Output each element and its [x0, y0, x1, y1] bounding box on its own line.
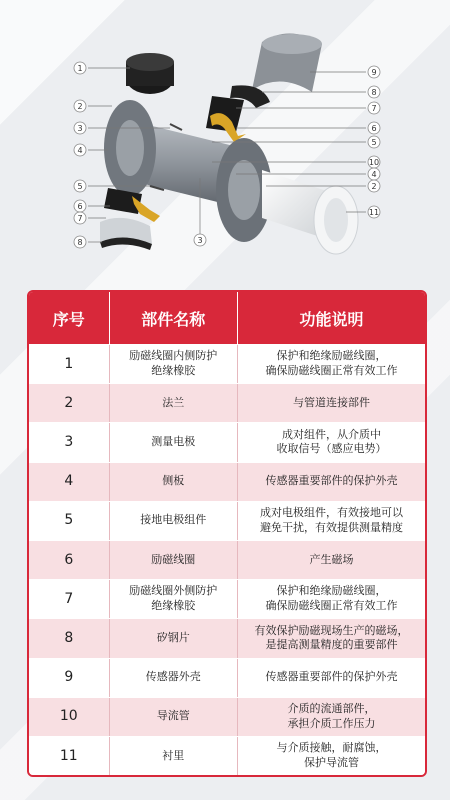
- part-8-silicon-steel-lower: [100, 218, 152, 250]
- table-header: [29, 292, 425, 344]
- row-part-name: 矽钢片: [156, 630, 190, 644]
- row-part-name: 励磁线圈内侧防护 绝缘橡胶: [129, 349, 218, 378]
- callout-9: [368, 66, 380, 78]
- row-function-cell: [238, 345, 425, 383]
- row-number: 10: [59, 708, 78, 725]
- row-number-cell: [29, 619, 110, 657]
- svg-text:7: 7: [371, 104, 377, 113]
- svg-text:2: 2: [77, 102, 83, 111]
- table-row: [29, 618, 425, 657]
- row-part-name: 侧板: [162, 474, 185, 488]
- svg-text:10: 10: [368, 158, 380, 167]
- callout-7: [74, 212, 86, 224]
- callout-11: [368, 206, 380, 218]
- svg-text:6: 6: [371, 124, 377, 133]
- svg-text:5: 5: [77, 182, 83, 191]
- header-part-name: 部件名称: [110, 292, 238, 344]
- svg-text:2: 2: [371, 182, 377, 191]
- callout-3: [74, 122, 86, 134]
- row-number: 9: [64, 669, 74, 686]
- svg-text:7: 7: [77, 214, 83, 223]
- svg-text:1: 1: [77, 64, 83, 73]
- part-9-sensor-shell: [252, 33, 322, 92]
- row-number-cell: [29, 698, 110, 736]
- callout-5: [74, 180, 86, 192]
- callout-8: [74, 236, 86, 248]
- svg-text:8: 8: [371, 88, 377, 97]
- row-function-cell: [238, 698, 425, 736]
- svg-text:3: 3: [77, 124, 83, 133]
- row-part-name: 励磁线圈: [151, 552, 196, 566]
- exploded-flowmeter-diagram: [0, 0, 450, 290]
- row-function-cell: [238, 541, 425, 579]
- row-function-cell: [238, 580, 425, 618]
- callout-6-right: [368, 122, 380, 134]
- part-3-electrode-upper: [170, 124, 182, 130]
- row-part-name-cell: [110, 345, 238, 383]
- callout-3-bottom: [194, 234, 206, 246]
- row-number-cell: [29, 345, 110, 383]
- row-part-name-cell: [110, 580, 238, 618]
- row-part-name-cell: [110, 384, 238, 422]
- part-1-inner-rubber: [126, 53, 174, 94]
- callout-8-right: [368, 86, 380, 98]
- callout-10: [368, 156, 380, 168]
- row-number-cell: [29, 463, 110, 501]
- part-2-flange-left: [104, 100, 156, 196]
- table-row: [29, 579, 425, 618]
- row-number: 7: [64, 590, 74, 607]
- row-number: 4: [64, 473, 74, 490]
- row-function-cell: [238, 737, 425, 775]
- svg-text:8: 8: [77, 238, 83, 247]
- row-function: 介质的流通部件， 承担介质工作压力: [287, 701, 376, 730]
- svg-text:3: 3: [197, 236, 203, 245]
- row-function: 产生磁场: [309, 552, 354, 566]
- row-part-name-cell: [110, 659, 238, 697]
- row-part-name: 测量电极: [151, 435, 196, 449]
- header-serial: 序号: [29, 292, 110, 344]
- row-part-name-cell: [110, 619, 238, 657]
- row-function: 成对电极组件，有效接地可以 避免干扰，有效提供测量精度: [259, 506, 403, 534]
- row-function-cell: [238, 423, 425, 461]
- table-row: [29, 462, 425, 501]
- callout-1: [74, 62, 86, 74]
- row-function: 与介质接触，耐腐蚀， 保护导流管: [276, 741, 387, 769]
- header-function: 功能说明: [299, 309, 364, 329]
- row-number-cell: [29, 580, 110, 618]
- row-function: 有效保护励磁现场生产的磁场， 是提高测量精度的重要部件: [254, 623, 409, 652]
- table-row: [29, 658, 425, 697]
- callout-2: [74, 100, 86, 112]
- row-part-name-cell: [110, 463, 238, 501]
- svg-text:9: 9: [371, 68, 377, 77]
- callout-5-right: [368, 136, 380, 148]
- table-row: [29, 344, 425, 383]
- svg-text:6: 6: [77, 202, 83, 211]
- row-function: 传感器重要部件的保护外壳: [265, 670, 398, 684]
- svg-text:4: 4: [371, 170, 377, 179]
- row-number: 3: [64, 434, 74, 451]
- row-function: 与管道连接部件: [292, 395, 370, 409]
- row-number: 5: [64, 512, 74, 529]
- row-function: 成对组件，从介质中 收取信号（感应电势）: [276, 427, 387, 456]
- parts-table: [27, 290, 427, 777]
- row-part-name: 励磁线圈外侧防护 绝缘橡胶: [129, 584, 218, 613]
- row-number: 6: [64, 551, 74, 568]
- row-function: 保护和绝缘励磁线圈， 确保励磁线圈正常有效工作: [265, 584, 398, 613]
- row-number-cell: [29, 659, 110, 697]
- svg-text:5: 5: [371, 138, 377, 147]
- row-function-cell: [238, 502, 425, 540]
- row-part-name-cell: [110, 541, 238, 579]
- table-row: [29, 540, 425, 579]
- row-function-cell: [238, 659, 425, 697]
- row-part-name: 导流管: [156, 709, 190, 723]
- row-function: 传感器重要部件的保护外壳: [265, 474, 398, 488]
- row-part-name: 接地电极组件: [140, 513, 207, 527]
- row-part-name: 衬里: [162, 748, 185, 762]
- callout-6: [74, 200, 86, 212]
- row-number: 8: [64, 629, 74, 646]
- part-11-lining: [262, 170, 358, 254]
- callout-2-right: [368, 180, 380, 192]
- table-row: [29, 383, 425, 422]
- row-number-cell: [29, 423, 110, 461]
- row-function-cell: [238, 619, 425, 657]
- row-part-name: 法兰: [162, 395, 185, 409]
- table-body: [29, 344, 425, 775]
- row-number: 11: [59, 747, 78, 764]
- svg-text:11: 11: [368, 208, 380, 217]
- table-row: [29, 697, 425, 736]
- svg-text:4: 4: [77, 146, 83, 155]
- row-part-name: 传感器外壳: [145, 670, 201, 684]
- row-number-cell: [29, 384, 110, 422]
- row-part-name-cell: [110, 502, 238, 540]
- row-function-cell: [238, 384, 425, 422]
- row-number-cell: [29, 502, 110, 540]
- callout-4: [74, 144, 86, 156]
- row-number: 2: [64, 394, 74, 411]
- row-part-name-cell: [110, 423, 238, 461]
- row-function-cell: [238, 463, 425, 501]
- row-function: 保护和绝缘励磁线圈， 确保励磁线圈正常有效工作: [265, 349, 398, 378]
- table-row: [29, 736, 425, 775]
- callout-4-right: [368, 168, 380, 180]
- row-number-cell: [29, 541, 110, 579]
- table-row: [29, 501, 425, 540]
- row-number-cell: [29, 737, 110, 775]
- table-row: [29, 422, 425, 461]
- row-part-name-cell: [110, 698, 238, 736]
- row-part-name-cell: [110, 737, 238, 775]
- callout-7-right: [368, 102, 380, 114]
- row-number: 1: [64, 355, 74, 372]
